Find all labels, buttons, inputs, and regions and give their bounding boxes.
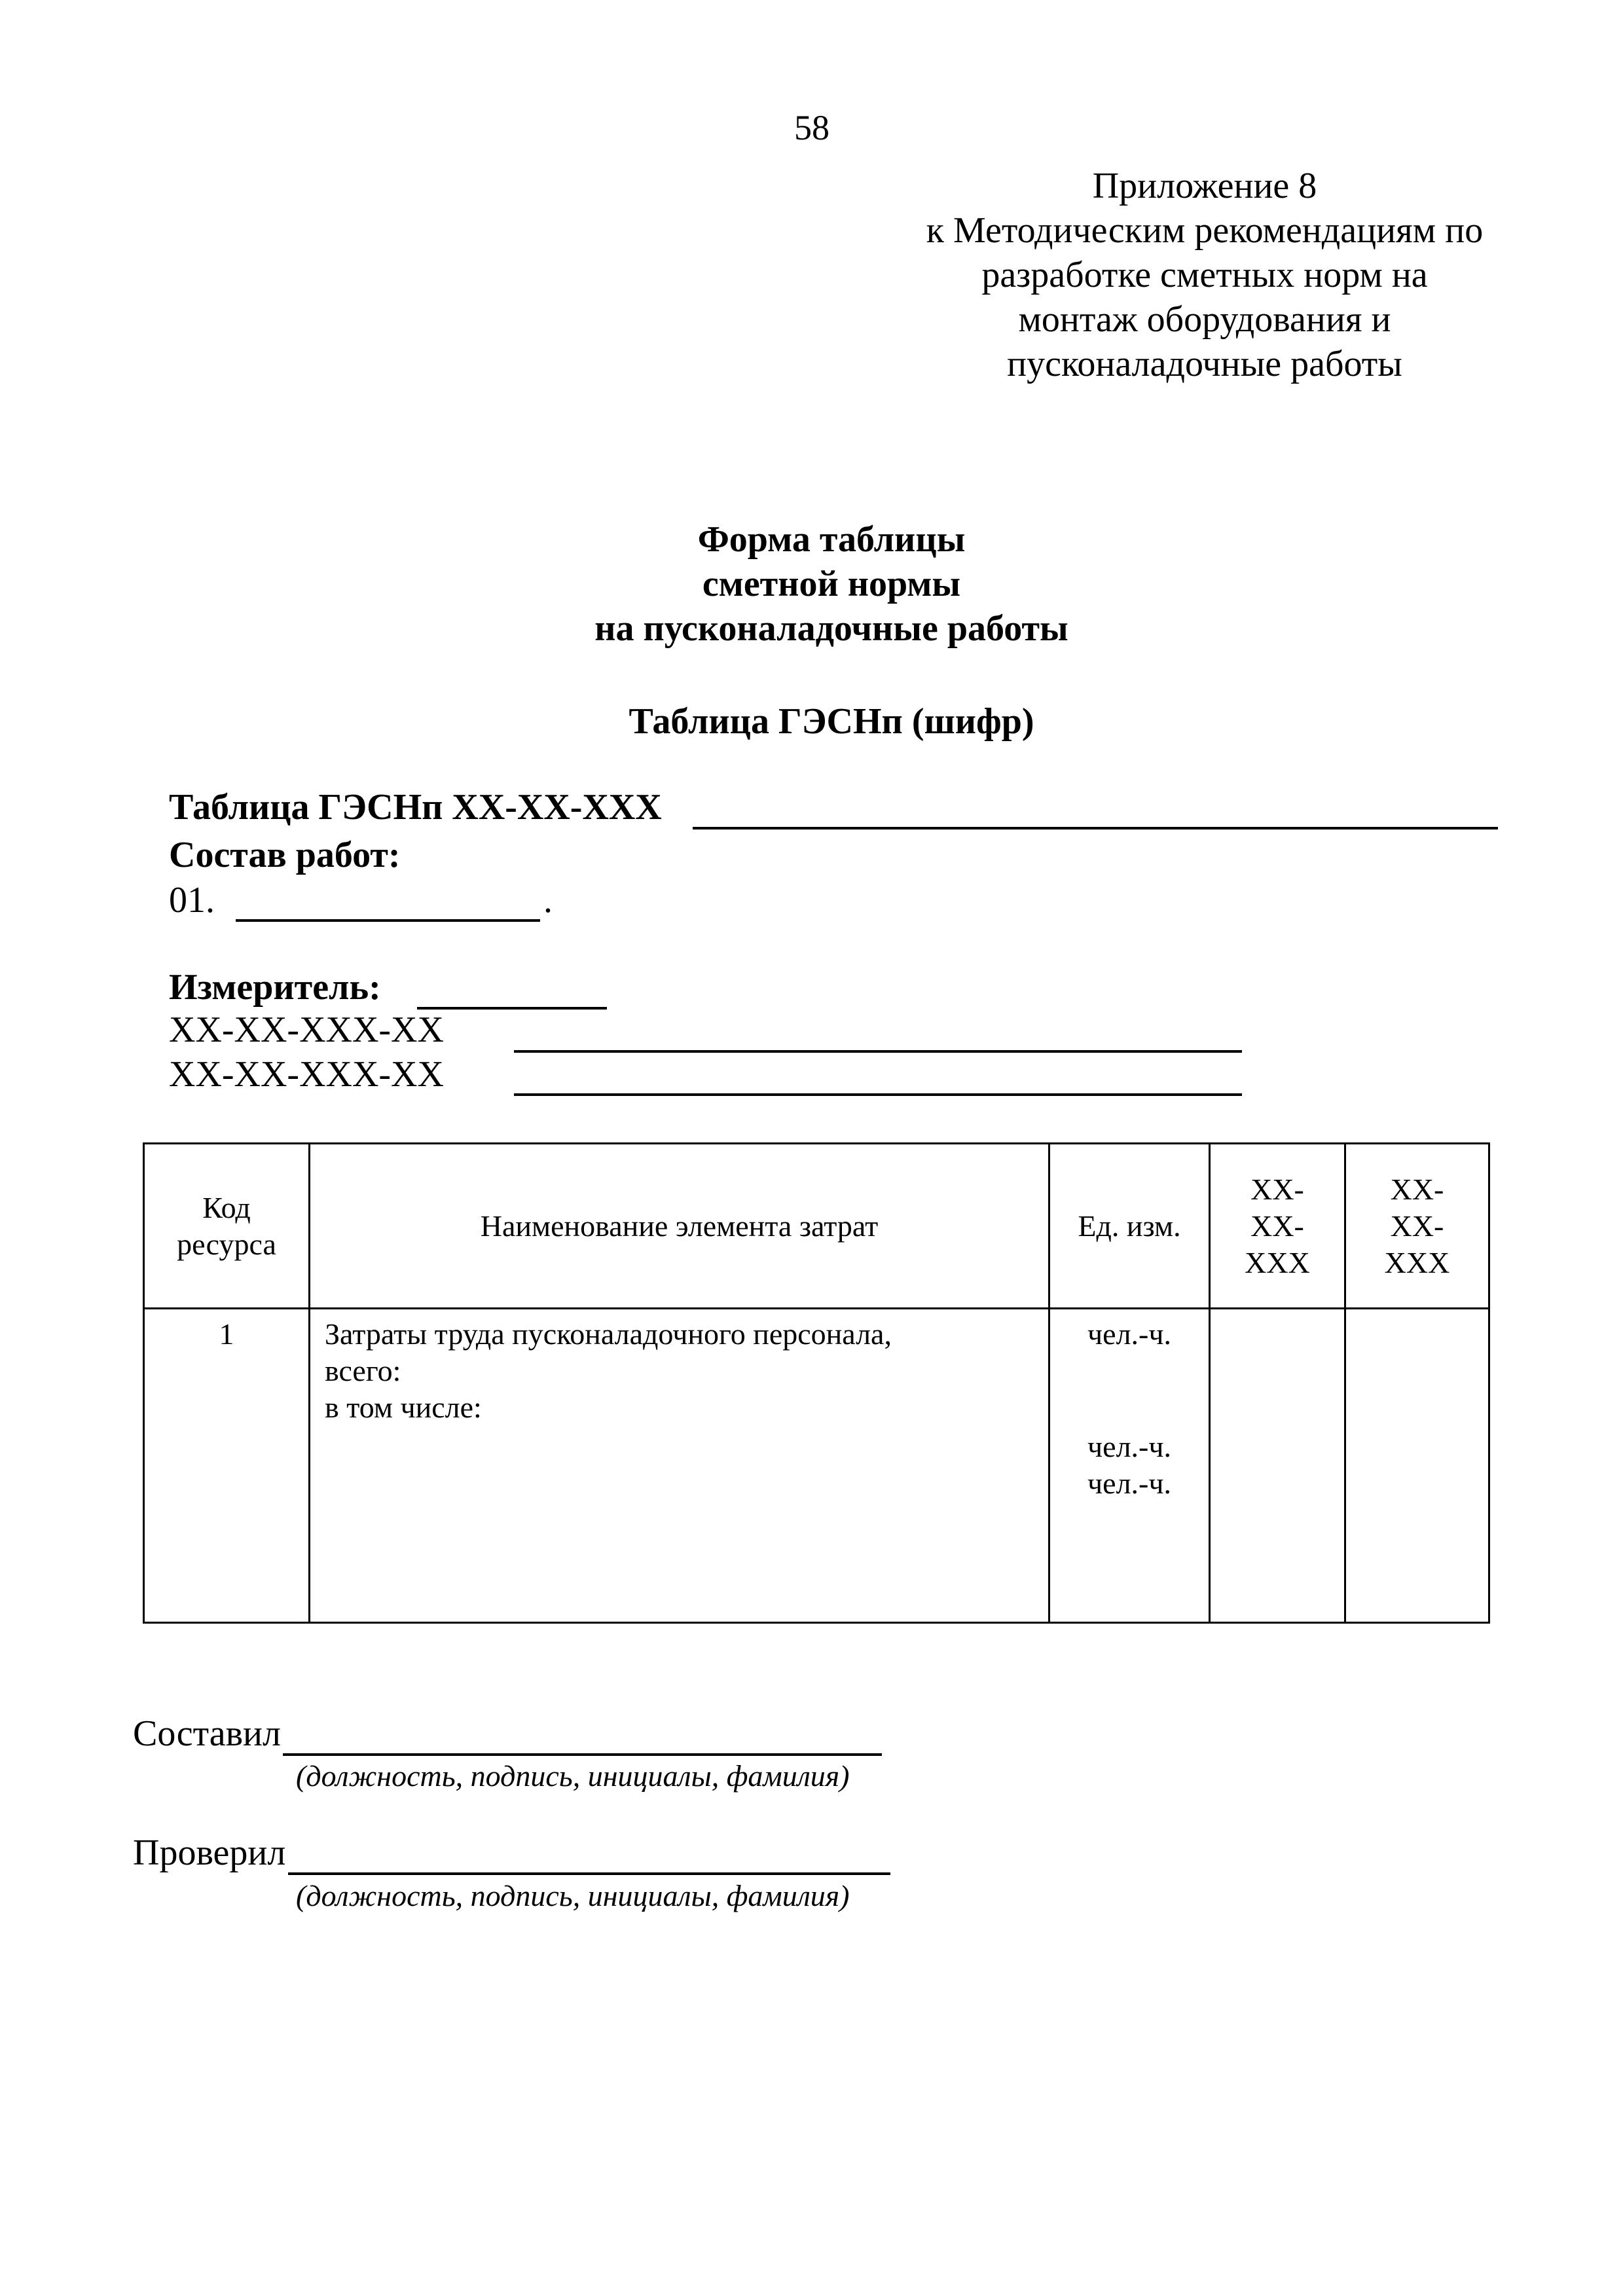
header-unit: Ед. изм. xyxy=(1049,1144,1210,1309)
header-code-part: XXX xyxy=(1245,1245,1310,1279)
compiled-by-label: Составил xyxy=(133,1713,281,1754)
page-number: 58 xyxy=(794,108,830,147)
form-title-line: на пусконаладочные работы xyxy=(594,608,1068,649)
table-header-row xyxy=(144,1144,1489,1309)
appendix-reference xyxy=(877,164,1532,386)
work-item-blank xyxy=(236,881,540,922)
appendix-line: Приложение 8 xyxy=(1092,166,1317,206)
appendix-line: монтаж оборудования и xyxy=(1018,299,1391,340)
measure-code-blank xyxy=(514,1013,1242,1053)
work-composition-label: Состав работ: xyxy=(169,835,401,875)
work-item-end: . xyxy=(543,880,553,920)
form-title-line: сметной нормы xyxy=(702,564,961,604)
row-resource-code: 1 xyxy=(144,1309,310,1623)
measure-blank xyxy=(417,969,607,1010)
appendix-line: пусконаладочные работы xyxy=(1007,344,1402,384)
appendix-line: разработке сметных норм на xyxy=(981,255,1428,295)
row-unit-line: чел.-ч. xyxy=(1087,1317,1171,1351)
measure-code: XX-XX-XXX-XX xyxy=(169,1054,444,1095)
appendix-line: к Методическим рекомендациям по xyxy=(926,210,1484,251)
cost-table xyxy=(143,1142,1490,1624)
header-code-part: XX- xyxy=(1390,1172,1444,1206)
checked-by-signature-line[interactable] xyxy=(288,1834,890,1875)
measure-code: XX-XX-XXX-XX xyxy=(169,1010,444,1050)
compiled-by-signature-line[interactable] xyxy=(283,1715,882,1756)
row-value-1[interactable] xyxy=(1210,1309,1345,1623)
header-code-part: XX- xyxy=(1390,1209,1444,1243)
header-code-part: XX- xyxy=(1250,1172,1304,1206)
measure-code-blank xyxy=(514,1057,1242,1096)
row-element-name xyxy=(310,1309,1049,1623)
checked-by-label: Проверил xyxy=(133,1832,286,1873)
header-element-name: Наименование элемента затрат xyxy=(310,1144,1049,1309)
header-resource-code: Код ресурса xyxy=(144,1144,310,1309)
row-unit-line: чел.-ч. xyxy=(1087,1467,1171,1500)
table-title-blank xyxy=(693,789,1498,829)
form-title-line: Форма таблицы xyxy=(697,519,966,560)
row-name-line: в том числе: xyxy=(325,1391,482,1424)
work-item-number: 01. xyxy=(169,880,215,920)
row-name-line: Затраты труда пусконаладочного персонала, xyxy=(325,1317,892,1351)
table-row xyxy=(144,1309,1489,1623)
row-unit-line: чел.-ч. xyxy=(1087,1430,1171,1463)
table-label: Таблица ГЭСНп XX-XX-XXX xyxy=(169,787,662,828)
compiled-by-hint: (должность, подпись, инициалы, фамилия) xyxy=(296,1759,850,1793)
header-norm-code-2 xyxy=(1345,1144,1489,1309)
header-code-part: XXX xyxy=(1384,1245,1450,1279)
row-value-2[interactable] xyxy=(1345,1309,1489,1623)
table-caption: Таблица ГЭСНп (шифр) xyxy=(629,701,1034,742)
row-unit xyxy=(1049,1309,1210,1623)
header-code-part: XX- xyxy=(1250,1209,1304,1243)
form-title xyxy=(452,517,1211,651)
row-name-line: всего: xyxy=(325,1354,401,1387)
checked-by-hint: (должность, подпись, инициалы, фамилия) xyxy=(296,1879,850,1912)
header-norm-code-1 xyxy=(1210,1144,1345,1309)
measure-label: Измеритель: xyxy=(169,967,381,1008)
